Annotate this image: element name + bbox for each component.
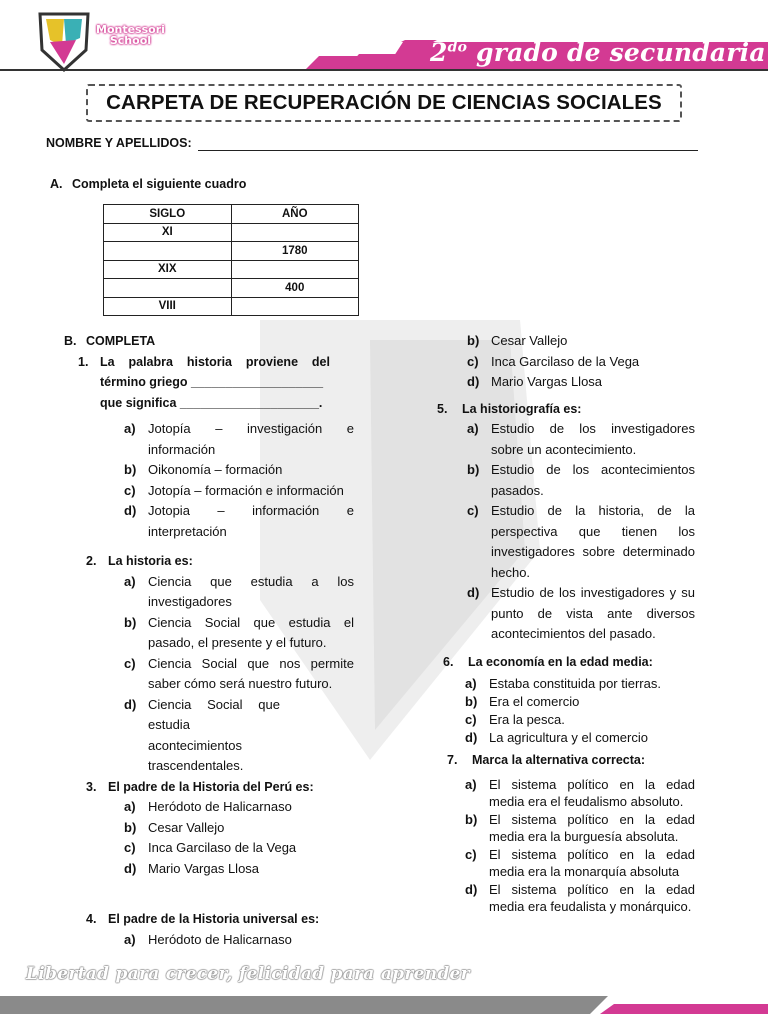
- table-header-row: [104, 205, 359, 224]
- option[interactable]: d) Ciencia Social que estudia acontecimientos trascendentales.: [124, 696, 280, 773]
- option[interactable]: c) Ciencia Social que nos permite saber cómo será nuestro futuro.: [124, 655, 354, 691]
- q5-options: [467, 419, 695, 645]
- option[interactable]: a) Estudio de los investigadores sobre un acontecimiento.: [467, 421, 695, 457]
- name-label: NOMBRE Y APELLIDOS:: [46, 136, 192, 150]
- table-row: [104, 260, 359, 279]
- option[interactable]: c) El sistema político en la edad media era la monarquía absoluta: [465, 846, 695, 879]
- option[interactable]: c) Jotopía – formación e información: [124, 482, 344, 498]
- table-cell[interactable]: XIX: [104, 260, 232, 279]
- right-column: [437, 331, 695, 916]
- table-cell[interactable]: [231, 297, 359, 316]
- option[interactable]: d) Mario Vargas Llosa: [467, 374, 603, 389]
- table-cell[interactable]: [231, 223, 359, 242]
- section-a-heading: A. Completa el siguiente cuadro: [50, 177, 247, 191]
- option[interactable]: a) Jotopía – investigación e información: [124, 421, 354, 457]
- option[interactable]: b) Oikonomía – formación: [124, 462, 283, 477]
- option[interactable]: c) Era la pesca.: [465, 712, 565, 727]
- table-cell[interactable]: 1780: [231, 242, 359, 261]
- option[interactable]: d) Jotopia – información e interpretación: [124, 503, 354, 539]
- table-header-cell: SIGLO: [104, 205, 232, 224]
- option[interactable]: c) Estudio de la historia, de la perspectiva que tienen los investigadores sobre determinado hecho.: [467, 503, 695, 580]
- q6-options: [465, 675, 695, 747]
- school-name: Montessori School: [96, 23, 165, 47]
- option[interactable]: d) Estudio de los investigadores y su punto de vista ante diversos acontecimientos del pasado.: [467, 585, 695, 641]
- table-row: [104, 297, 359, 316]
- question-5: 5. La historiografía es:: [437, 401, 582, 416]
- footer-slogan: Libertad para crecer, felicidad para aprender: [26, 964, 470, 984]
- question-text: término griego ___________________: [100, 375, 324, 389]
- table-cell[interactable]: VIII: [104, 297, 232, 316]
- option[interactable]: b) Estudio de los acontecimientos pasados.: [467, 462, 695, 498]
- name-blank-line[interactable]: [198, 150, 698, 151]
- option[interactable]: b) Ciencia Social que estudia el pasado, el presente y el futuro.: [124, 614, 354, 650]
- q2-options: [124, 572, 354, 777]
- q3-options: [124, 797, 354, 879]
- question-2: 2. La historia es:: [86, 554, 193, 568]
- option[interactable]: c) Inca Garcilaso de la Vega: [467, 353, 640, 369]
- question-6: 6. La economía en la edad media:: [443, 654, 653, 669]
- option[interactable]: d) El sistema político en la edad media era feudalista y monárquico.: [465, 881, 695, 914]
- option[interactable]: a) El sistema político en la edad media era el feudalismo absoluto.: [465, 776, 695, 809]
- option[interactable]: a) Estaba constituida por tierras.: [465, 676, 661, 691]
- table-cell[interactable]: 400: [231, 279, 359, 298]
- q1-options: [124, 419, 354, 542]
- table-row: [104, 223, 359, 242]
- question-3: 3. El padre de la Historia del Perú es:: [86, 779, 314, 794]
- option[interactable]: b) Cesar Vallejo: [467, 333, 568, 348]
- q4-options-right: [467, 331, 695, 393]
- question-1: 1. La palabra historia proviene del término griego ___________________ que significa ____________________.: [78, 352, 354, 414]
- header-divider: [0, 69, 768, 71]
- table-cell[interactable]: [231, 260, 359, 279]
- title-box: [86, 84, 682, 122]
- option[interactable]: b) Cesar Vallejo: [124, 819, 225, 835]
- option[interactable]: b) El sistema político en la edad media era la burguesía absoluta.: [465, 811, 695, 844]
- option[interactable]: d) La agricultura y el comercio: [465, 730, 648, 745]
- table-row: [104, 242, 359, 261]
- table-cell[interactable]: [104, 242, 232, 261]
- question-text: La palabra historia proviene del: [100, 354, 330, 369]
- table-header-cell: AÑO: [231, 205, 359, 224]
- question-7: 7. Marca la alternativa correcta:: [447, 753, 646, 767]
- option[interactable]: a) Ciencia que estudia a los investigadores: [124, 573, 354, 609]
- option[interactable]: c) Inca Garcilaso de la Vega: [124, 840, 297, 855]
- page-title: CARPETA DE RECUPERACIÓN DE CIENCIAS SOCIALES: [106, 91, 662, 114]
- century-year-table: [103, 204, 359, 316]
- question-4: 4. El padre de la Historia universal es:: [86, 912, 320, 926]
- question-text: que significa ____________________.: [100, 395, 323, 410]
- section-b-heading: B. COMPLETA: [64, 334, 156, 348]
- grade-label: $2^{do}$ grado de secundaria: [430, 38, 766, 67]
- table-cell[interactable]: [104, 279, 232, 298]
- q7-options: [465, 776, 695, 916]
- footer-bar: [0, 994, 768, 1014]
- table-row: [104, 279, 359, 298]
- option[interactable]: a) Heródoto de Halicarnaso: [124, 799, 292, 814]
- option[interactable]: d) Mario Vargas Llosa: [124, 860, 260, 876]
- table-cell[interactable]: XI: [104, 223, 232, 242]
- left-column: [64, 331, 354, 950]
- q4-options-left: [124, 930, 354, 951]
- option[interactable]: a) Heródoto de Halicarnaso: [124, 931, 292, 947]
- school-logo-icon: [36, 10, 92, 72]
- option[interactable]: b) Era el comercio: [465, 694, 580, 709]
